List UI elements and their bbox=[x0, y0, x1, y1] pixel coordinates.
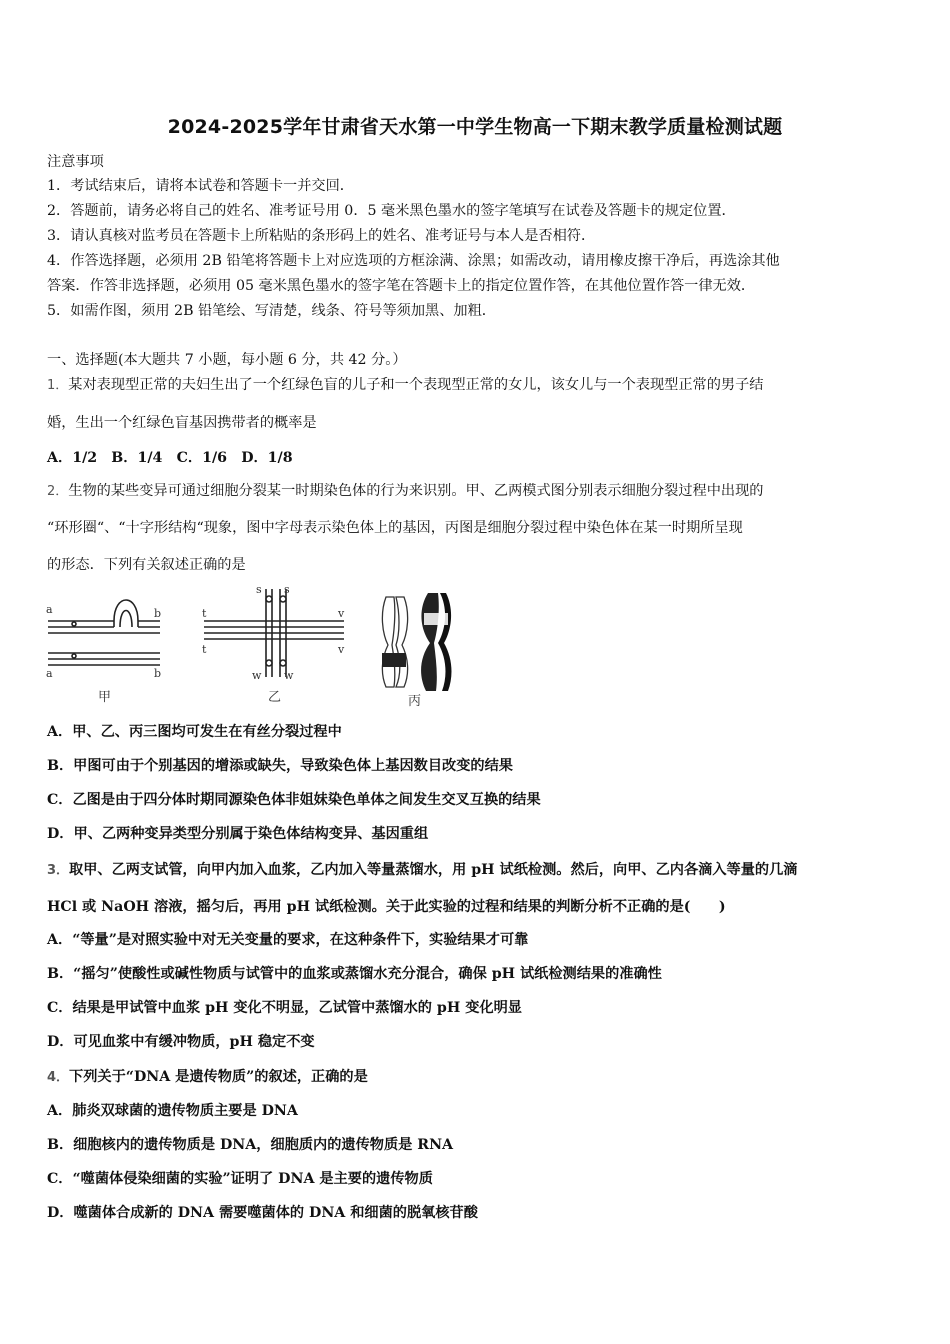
q1-number: 1． bbox=[47, 378, 69, 393]
q2-number: 2． bbox=[47, 484, 69, 499]
figure-bing bbox=[382, 593, 451, 691]
notice-item-1: 1．考试结束后，请将本试卷和答题卡一并交回． bbox=[47, 178, 354, 194]
q2-line2: “环形圈“、“十字形结构“现象，图中字母表示染色体上的基因，丙图是细胞分裂过程中染色体在某一时期所呈现 bbox=[47, 520, 743, 536]
q2-option-a: A．甲、乙、丙三图均可发生在有丝分裂过程中 bbox=[47, 724, 342, 740]
figure-label-yi: 乙 bbox=[268, 690, 282, 705]
q4-number: 4． bbox=[47, 1070, 70, 1085]
q2-line1 bbox=[47, 481, 763, 502]
figure-label-t-top: t bbox=[202, 607, 207, 620]
q3-line2: HCl 或 NaOH 溶液，摇匀后，再用 pH 试纸检测。关于此实验的过程和结果的判断分析不正确的是( ) bbox=[47, 899, 726, 915]
figure-label-b-top: b bbox=[154, 607, 162, 620]
figure-jia bbox=[48, 600, 160, 665]
figure-label-v-top: v bbox=[338, 607, 345, 620]
figure-label-a-top: a bbox=[46, 603, 53, 616]
q1-line2: 婚，生出一个红绿色盲基因携带者的概率是 bbox=[47, 415, 317, 431]
q2-line3: 的形态．下列有关叙述正确的是 bbox=[47, 557, 246, 573]
figure-label-s-right: s bbox=[284, 583, 290, 596]
q2-option-c: C．乙图是由于四分体时期同源染色体非姐妹染色单体之间发生交叉互换的结果 bbox=[47, 792, 541, 808]
figure-label-t-bottom: t bbox=[202, 643, 207, 656]
q3-text: 取甲、乙两支试管，向甲内加入血浆，乙内加入等量蒸馏水，用 pH 试纸检测。然后，向甲、乙内各滴入等量的几滴 bbox=[69, 862, 798, 878]
q4-option-c: C．“噬菌体侵染细菌的实验”证明了 DNA 是主要的遗传物质 bbox=[47, 1171, 433, 1187]
figure-label-jia: 甲 bbox=[98, 690, 112, 705]
q4-option-b: B．细胞核内的遗传物质是 DNA，细胞质内的遗传物质是 RNA bbox=[47, 1137, 454, 1153]
notice-heading: 注意事项 bbox=[47, 154, 104, 170]
figure-label-a-bottom: a bbox=[46, 667, 53, 680]
q2-text: 生物的某些变异可通过细胞分裂某一时期染色体的行为来识别。甲、乙两模式图分别表示细胞分裂过程中出现的 bbox=[68, 483, 764, 499]
q3-option-b: B．“摇匀”使酸性或碱性物质与试管中的血浆或蒸馏水充分混合，确保 pH 试纸检测结果的准确性 bbox=[47, 966, 662, 982]
figure-label-b-bottom: b bbox=[154, 667, 162, 680]
figure-label-s-left: s bbox=[256, 583, 262, 596]
figure-label-w-right: w bbox=[284, 669, 294, 682]
page-title: 2024-2025学年甘肃省天水第一中学生物高一下期末教学质量检测试题 bbox=[167, 116, 783, 138]
q3-line1 bbox=[47, 860, 797, 881]
q1-text: 某对表现型正常的夫妇生出了一个红绿色盲的儿子和一个表现型正常的女儿，该女儿与一个表现型正常的男子结 bbox=[68, 377, 764, 393]
q4-line1 bbox=[47, 1067, 368, 1088]
figure-label-bing: 丙 bbox=[408, 694, 422, 709]
q1-line1 bbox=[47, 375, 763, 396]
notice-item-2: 2．答题前，请务必将自己的姓名、准考证号用 0．5 毫米黑色墨水的签字笔填写在试卷及答题卡的规定位置． bbox=[47, 203, 736, 219]
q2-option-d: D．甲、乙两种变异类型分别属于染色体结构变异、基因重组 bbox=[47, 826, 429, 842]
q2-option-b: B．甲图可由于个别基因的增添或缺失，导致染色体上基因数目改变的结果 bbox=[47, 758, 513, 774]
section-heading: 一、选择题(本大题共 7 小题，每小题 6 分，共 42 分。） bbox=[47, 352, 407, 368]
notice-item-3: 3．请认真核对监考员在答题卡上所粘贴的条形码上的姓名、准考证号与本人是否相符． bbox=[47, 228, 596, 244]
figure-label-w-left: w bbox=[252, 669, 262, 682]
q3-option-c: C．结果是甲试管中血浆 pH 变化不明显，乙试管中蒸馏水的 pH 变化明显 bbox=[47, 1000, 522, 1016]
q3-number: 3． bbox=[47, 863, 70, 878]
q1-options: A．1/2 B．1/4 C．1/6 D．1/8 bbox=[47, 450, 293, 466]
q3-option-a: A．“等量”是对照实验中对无关变量的要求，在这种条件下，实验结果才可靠 bbox=[47, 932, 529, 948]
notice-item-4-cont: 答案．作答非选择题，必须用 05 毫米黑色墨水的签字笔在答题卡上的指定位置作答，在其他位置作答一律无效． bbox=[47, 278, 756, 294]
q4-text: 下列关于“DNA 是遗传物质”的叙述，正确的是 bbox=[69, 1069, 368, 1085]
notice-item-4: 4．作答选择题，必须用 2B 铅笔将答题卡上对应选项的方框涂满、涂黑；如需改动，请用橡皮擦干净后，再选涂其他 bbox=[47, 253, 780, 269]
figure-label-v-bottom: v bbox=[338, 643, 345, 656]
q3-option-d: D．可见血浆中有缓冲物质，pH 稳定不变 bbox=[47, 1034, 315, 1050]
chromosome-figure bbox=[44, 583, 464, 713]
q4-option-d: D．噬菌体合成新的 DNA 需要噬菌体的 DNA 和细菌的脱氧核苷酸 bbox=[47, 1205, 478, 1221]
q4-option-a: A．肺炎双球菌的遗传物质主要是 DNA bbox=[47, 1103, 298, 1119]
notice-item-5: 5．如需作图，须用 2B 铅笔绘、写清楚，线条、符号等须加黑、加粗． bbox=[47, 303, 496, 319]
figure-yi bbox=[204, 589, 344, 677]
